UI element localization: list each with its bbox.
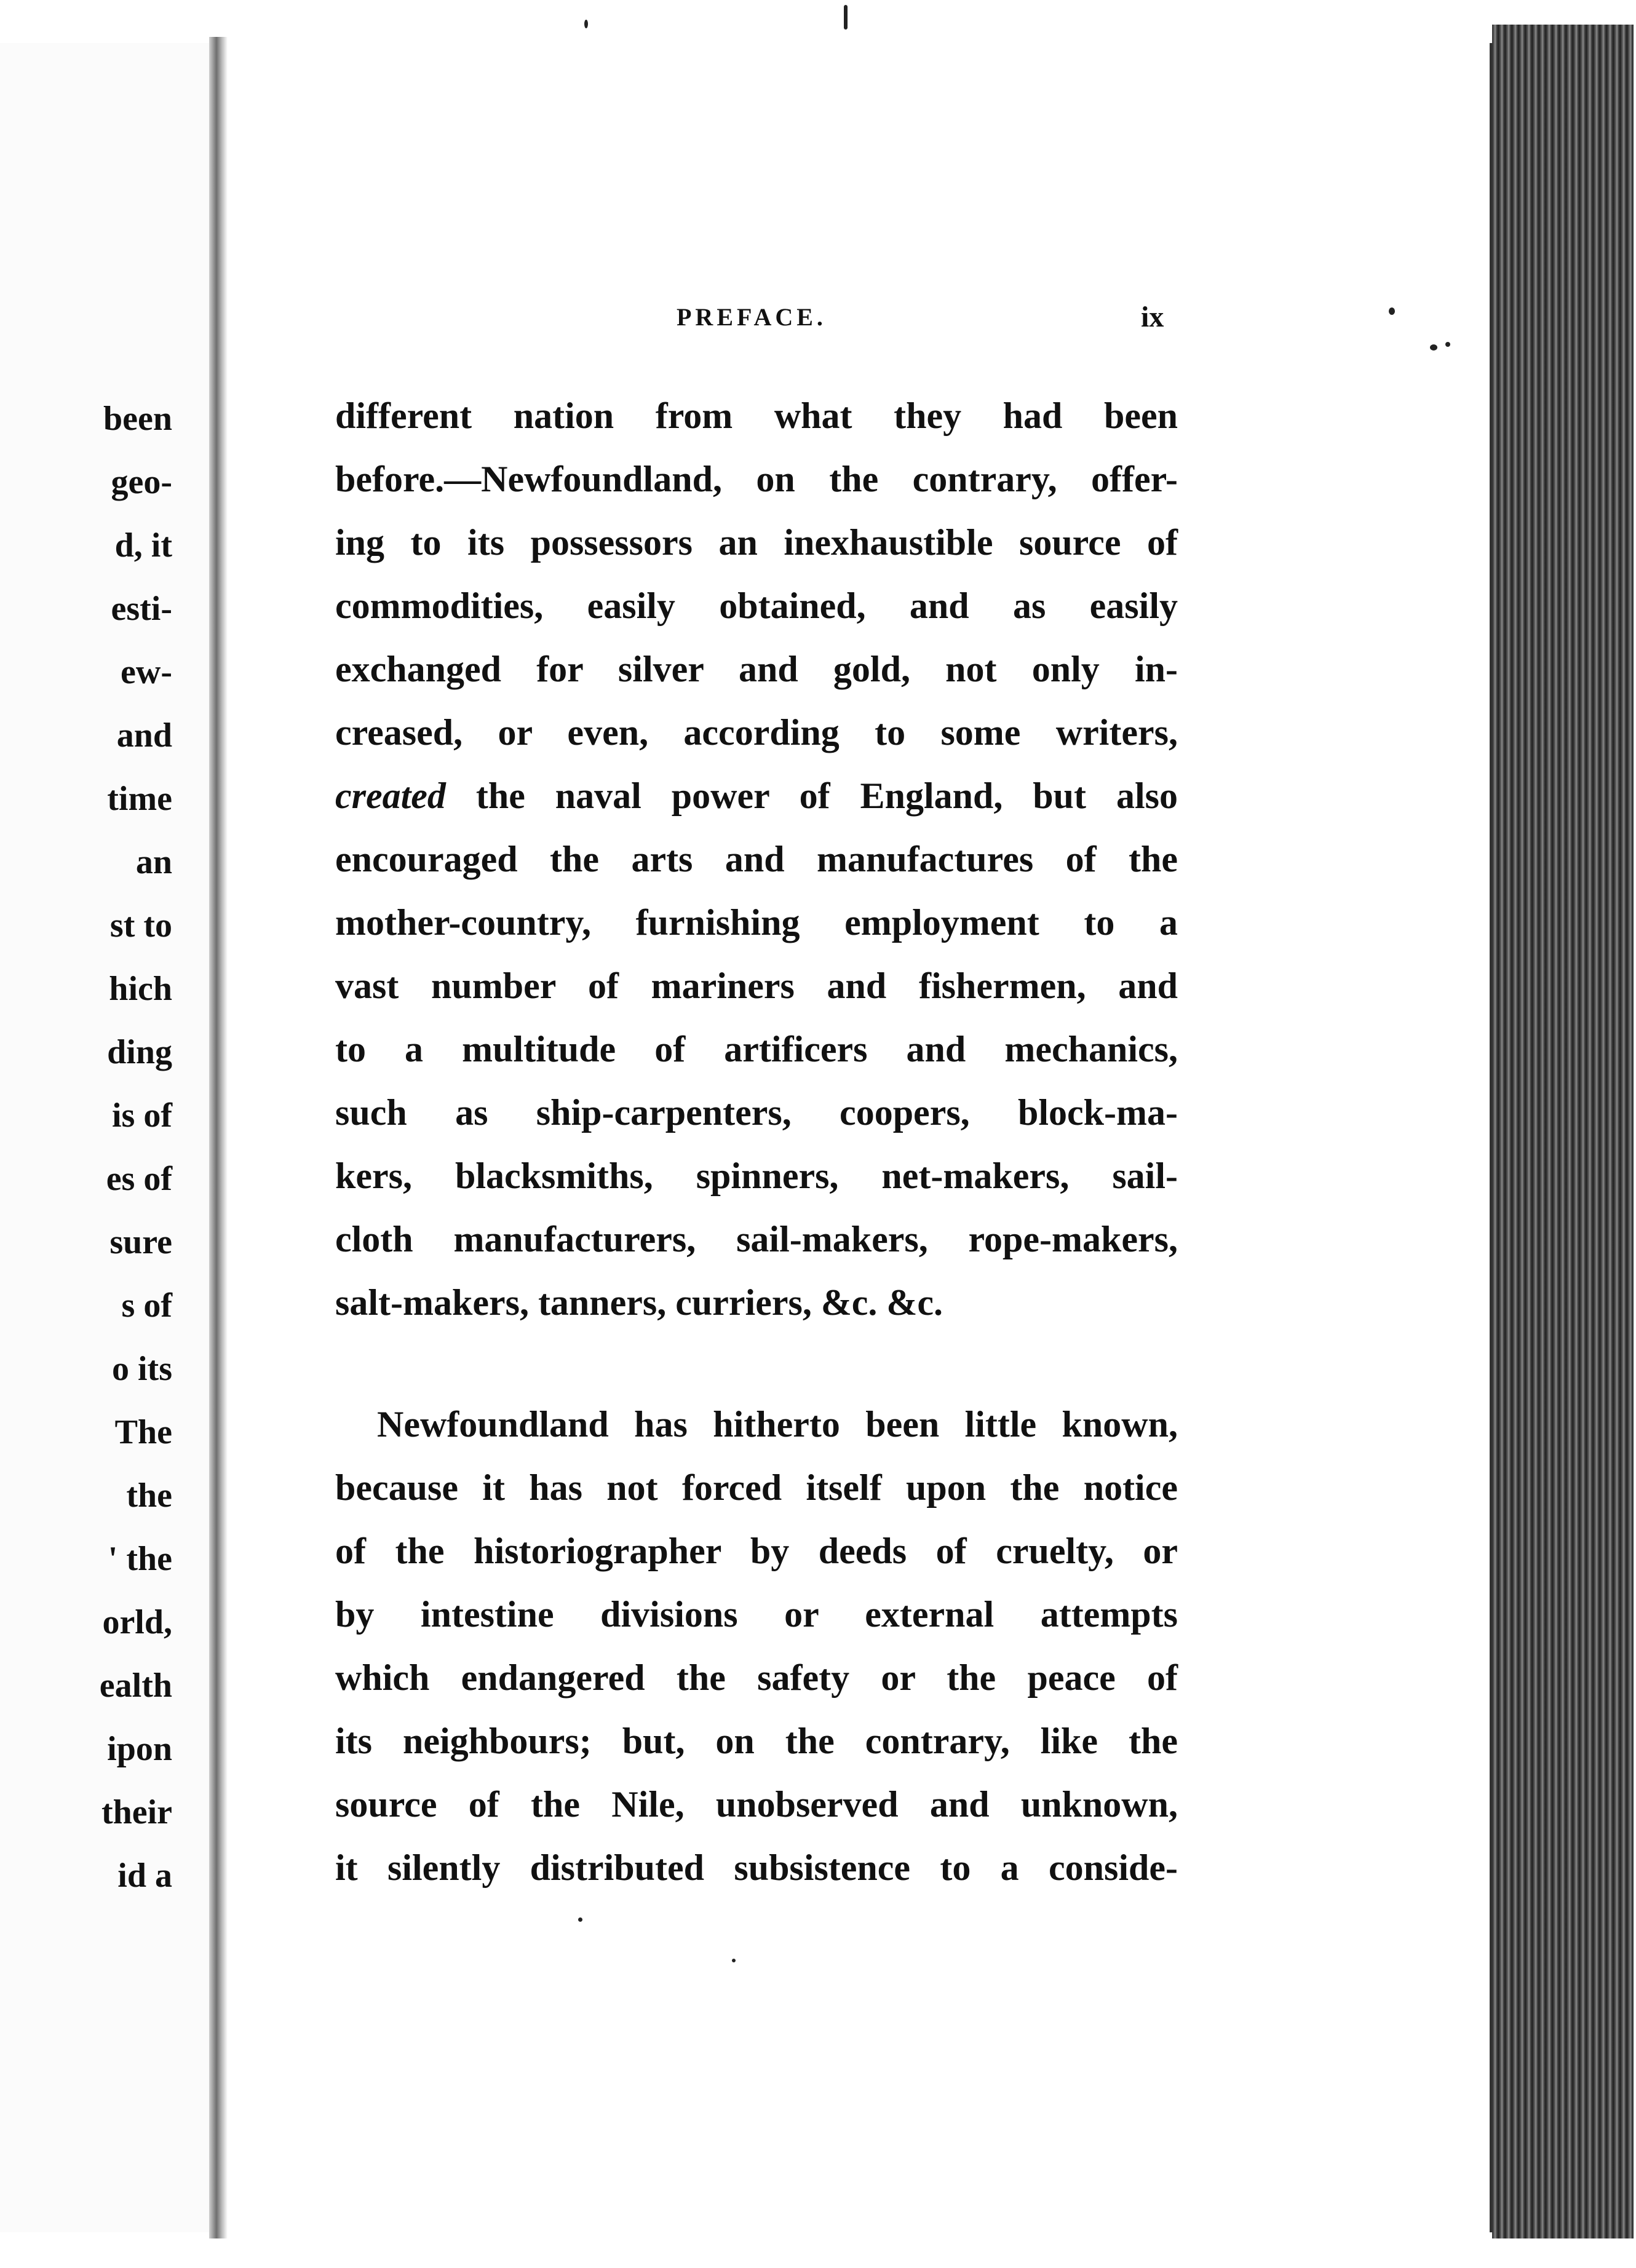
left-line-fragment: s of: [121, 1287, 172, 1325]
scan-speck: [1430, 344, 1437, 351]
text-line: creased, or even, according to some writers,: [335, 712, 1178, 753]
text-line: encouraged the arts and manufactures of the: [335, 839, 1178, 879]
page-number: ix: [1141, 301, 1164, 333]
text-line: Newfoundland has hitherto been little known,: [377, 1404, 1178, 1445]
left-line-fragment: sure: [109, 1223, 172, 1261]
text-line: it silently distributed subsistence to a conside-: [335, 1847, 1178, 1888]
text-line: ing to its possessors an inexhaustible source of: [335, 522, 1178, 563]
text-line: source of the Nile, unobserved and unknown,: [335, 1784, 1178, 1825]
left-line-fragment: The: [114, 1413, 172, 1451]
text-line: which endangered the safety or the peace of: [335, 1657, 1178, 1698]
text-line: because it has not forced itself upon the notice: [335, 1467, 1178, 1508]
scan-speck: [584, 20, 588, 28]
left-line-fragment: orld,: [102, 1603, 172, 1641]
left-line-fragment: esti-: [111, 590, 172, 628]
scan-speck: [1389, 307, 1395, 315]
left-line-fragment: been: [103, 400, 172, 438]
left-line-fragment: is of: [112, 1096, 172, 1135]
paragraph-2: [335, 1393, 1178, 1900]
text-line: of the historiographer by deeds of cruelty, or: [335, 1531, 1178, 1571]
text-line: kers, blacksmiths, spinners, net-makers, sail-: [335, 1156, 1178, 1196]
scan-speck: [1445, 342, 1450, 347]
left-line-fragment: ealth: [99, 1667, 172, 1705]
left-line-fragment: their: [101, 1793, 172, 1831]
text-line: salt-makers, tanners, curriers, &c. &c.: [335, 1282, 943, 1323]
left-line-fragment: id a: [117, 1857, 172, 1895]
left-line-fragment: geo-: [111, 463, 172, 501]
text-line: mother-country, furnishing employment to a: [335, 902, 1178, 943]
left-page-text: [92, 387, 215, 1908]
left-line-fragment: time: [107, 780, 172, 818]
text-line-rest: the naval power of England, but also: [475, 775, 1178, 816]
scan-speck: [844, 5, 848, 30]
scan-speck: [732, 1959, 736, 1962]
left-line-fragment: hich: [109, 970, 172, 1008]
text-line: before.—Newfoundland, on the contrary, offer-: [335, 459, 1178, 499]
left-line-fragment: d, it: [114, 526, 172, 565]
text-line: such as ship-carpenters, coopers, block-ma-: [335, 1092, 1178, 1133]
italic-word: created: [335, 775, 446, 816]
text-line: by intestine divisions or external attempts: [335, 1594, 1178, 1635]
left-line-fragment: es of: [106, 1160, 172, 1198]
text-line: different nation from what they had been: [335, 395, 1178, 436]
text-line: cloth manufacturers, sail-makers, rope-makers,: [335, 1219, 1178, 1259]
left-line-fragment: an: [135, 843, 172, 881]
left-line-fragment: ding: [107, 1033, 172, 1071]
text-line: to a multitude of artificers and mechanics,: [335, 1029, 1178, 1069]
left-line-fragment: the: [126, 1477, 172, 1515]
text-line: commodities, easily obtained, and as easily: [335, 585, 1178, 626]
page-block-edge: [1492, 25, 1634, 2238]
text-line: exchanged for silver and gold, not only in-: [335, 649, 1178, 689]
text-line: [335, 764, 1178, 828]
left-line-fragment: st to: [109, 906, 172, 945]
book-gutter: [209, 37, 228, 2238]
left-line-fragment: o its: [112, 1350, 172, 1388]
left-line-fragment: ' the: [108, 1540, 172, 1578]
left-line-fragment: ipon: [107, 1730, 172, 1768]
text-line: its neighbours; but, on the contrary, like the: [335, 1721, 1178, 1761]
paragraph-1: [335, 384, 1178, 1334]
left-line-fragment: and: [116, 716, 172, 755]
scan-speck: [578, 1917, 582, 1922]
text-line: vast number of mariners and fishermen, and: [335, 965, 1178, 1006]
left-line-fragment: ew-: [121, 653, 172, 691]
left-facing-page: [0, 43, 215, 2232]
running-head: PREFACE.: [677, 303, 827, 331]
